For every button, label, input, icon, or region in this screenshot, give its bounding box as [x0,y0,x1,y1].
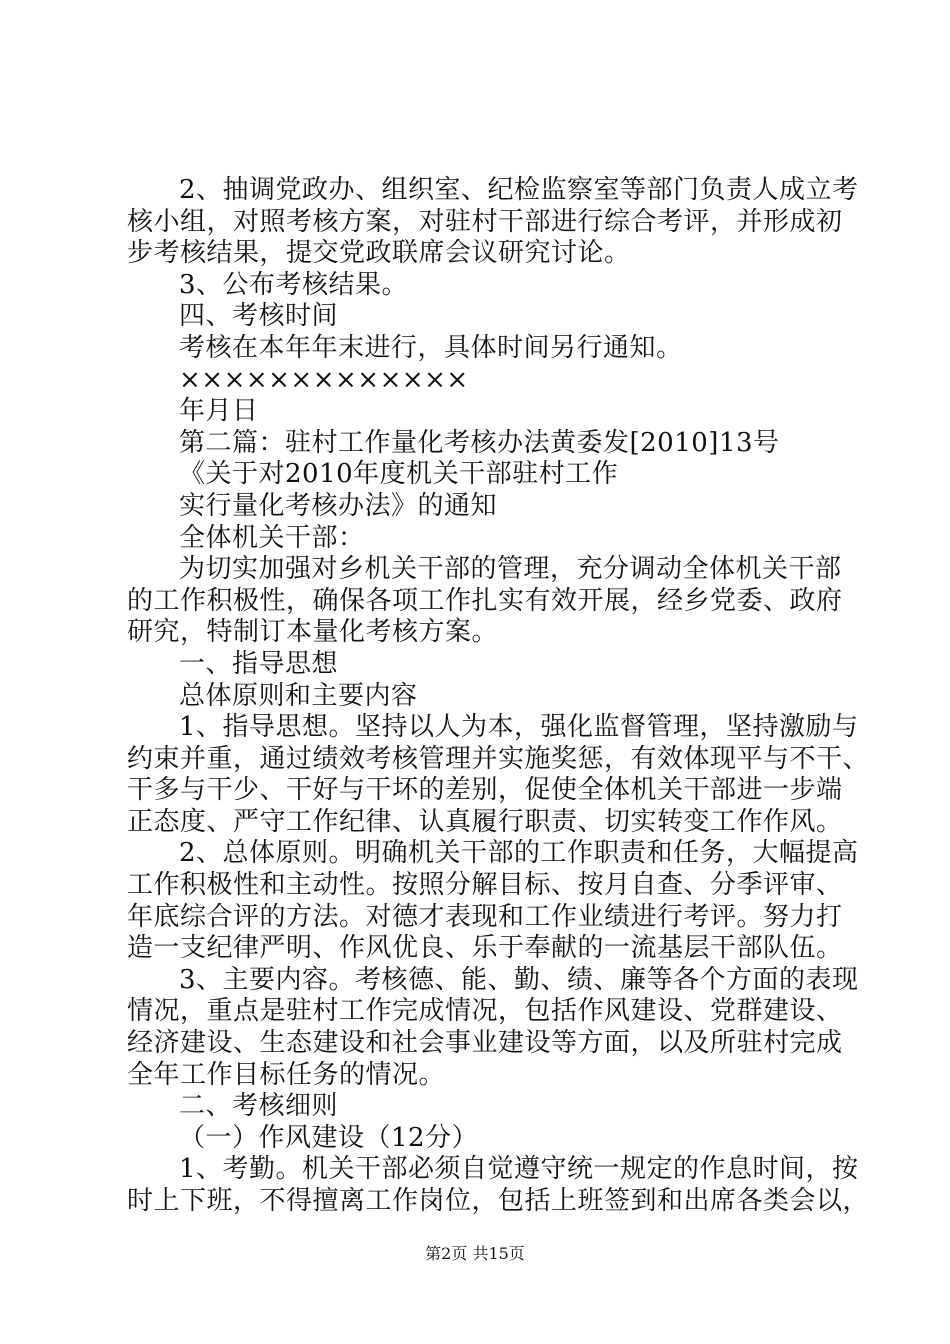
text-line: 1、指导思想。坚持以人为本，强化监督管理，坚持激励与 [179,712,859,743]
text-line: 步考核结果，提交党政联席会议研究讨论。 [127,238,631,269]
text-line: 年底综合评的方法。对德才表现和工作业绩进行考评。努力打 [127,901,843,932]
text-line: 四、考核时间 [179,301,339,332]
text-line: 一、指导思想 [179,648,339,679]
text-line: 干多与干少、干好与干坏的差别，促使全体机关干部进一步端 [127,775,843,806]
text-line: 情况，重点是驻村工作完成情况，包括作风建设、党群建设、 [127,996,843,1027]
text-line: ××××××××××××× [179,364,469,395]
text-line: 1、考勤。机关干部必须自觉遵守统一规定的作息时间，按 [179,1154,859,1185]
text-line: 实行量化考核办法》的通知 [179,490,498,521]
text-line: 3、主要内容。考核德、能、勤、绩、廉等各个方面的表现 [179,964,859,995]
text-line: 总体原则和主要内容 [179,680,418,711]
text-line: 时上下班，不得擅离工作岗位，包括上班签到和出席各类会以， [127,1186,870,1216]
page-footer: 第2页 共15页 [425,1244,525,1263]
text-line: 正态度、严守工作纪律、认真履行职责、切实转变工作作风。 [127,806,843,837]
text-line: 工作积极性和主动性。按照分解目标、按月自查、分季评审、 [127,870,843,901]
text-line: 第二篇：驻村工作量化考核办法黄委发[2010]13号 [179,427,780,458]
text-line: 研究，特制订本量化考核方案。 [127,617,499,648]
text-line: 造一支纪律严明、作风优良、乐于奉献的一流基层干部队伍。 [127,933,843,964]
text-line: 约束并重，通过绩效考核管理并实施奖惩，有效体现平与不干、 [127,743,870,774]
text-line: 全年工作目标任务的情况。 [127,1059,446,1090]
text-line: 《关于对2010年度机关干部驻村工作 [179,459,619,490]
text-line: 核小组，对照考核方案，对驻村干部进行综合考评，并形成初 [127,206,843,237]
text-line: 二、考核细则 [179,1091,339,1122]
text-line: 3、公布考核结果。 [179,269,409,300]
text-line: （一）作风建设（12分） [179,1122,479,1153]
text-line: 的工作积极性，确保各项工作扎实有效开展，经乡党委、政府 [127,585,843,616]
text-line: 考核在本年年末进行，具体时间另行通知。 [179,332,683,363]
text-line: 年月日 [179,396,259,427]
text-line: 全体机关干部： [179,522,365,553]
document-body [127,175,870,1218]
text-line: 为切实加强对乡机关干部的管理，充分调动全体机关干部 [179,554,842,585]
text-line: 2、总体原则。明确机关干部的工作职责和任务，大幅提高 [179,838,859,869]
text-line: 2、抽调党政办、组织室、纪检监察室等部门负责人成立考 [179,175,859,205]
text-line: 经济建设、生态建设和社会事业建设等方面，以及所驻村完成 [127,1028,843,1059]
